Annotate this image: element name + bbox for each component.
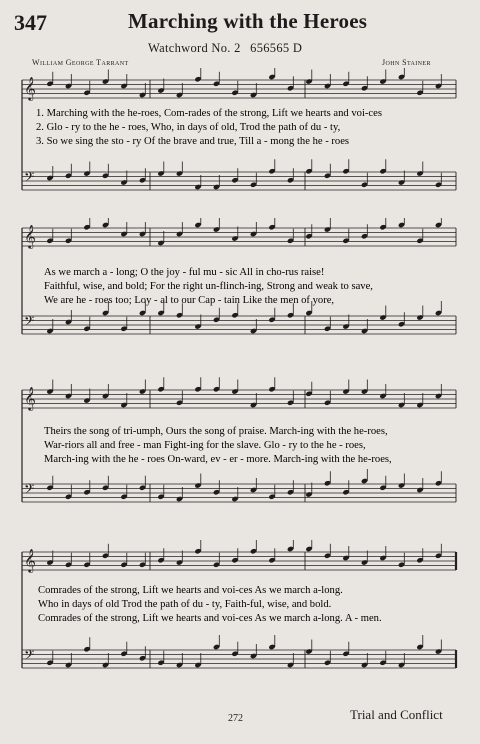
lyric-line: Comrades of the strong, Lift we hearts and voi-ces As we march a-long. A - men. — [38, 613, 382, 624]
bass-clef-icon: 𝄢 — [24, 313, 35, 332]
page-number: 272 — [228, 713, 243, 724]
lyrics-block — [44, 267, 373, 306]
tune-name: Watchword No. 2 — [148, 41, 241, 55]
lyric-line: Comrades of the strong, Lift we hearts and voi-ces As we march a-long. — [38, 585, 343, 596]
lyric-line: As we march a - long; O the joy - ful mu - sic All in cho-rus raise! — [44, 267, 325, 278]
treble-clef-icon: 𝄞 — [24, 224, 36, 248]
lyrics-block — [38, 585, 382, 624]
bass-clef-icon: 𝄢 — [24, 481, 35, 500]
music-system-1 — [0, 68, 480, 208]
lyric-line: We are he - roes too; Loy - al to our Cap - tain Like the men of yore, — [44, 295, 335, 306]
lyric-line: Theirs the song of tri-umph, Ours the song of praise. March-ing with the he-roes, — [44, 426, 388, 437]
music-system-2 — [0, 218, 480, 348]
bass-clef-icon: 𝄢 — [24, 169, 35, 188]
music-system-4 — [0, 540, 480, 690]
author-credit: William George Tarrant — [32, 58, 129, 67]
lyric-line: Faithful, wise, and bold; For the right un-flinch-ing, Strong and weak to save, — [44, 281, 373, 292]
treble-clef-icon: 𝄞 — [24, 548, 36, 572]
treble-clef-icon: 𝄞 — [24, 386, 36, 410]
tune-info — [148, 41, 302, 56]
hymn-title: Marching with the Heroes — [128, 9, 368, 33]
lyric-line: War-riors all and free - man Fight-ing for the slave. Glo - ry to the he - roes, — [44, 440, 366, 451]
lyrics-block — [36, 108, 382, 147]
category-label: Trial and Conflict — [350, 707, 443, 722]
lyric-line: March-ing with the he - roes On-ward, ev - er - more. March-ing with the he-roes, — [44, 454, 392, 465]
composer-credit: John Stainer — [382, 58, 431, 67]
treble-clef-icon: 𝄞 — [24, 76, 36, 100]
lyric-line: 3. So we sing the sto - ry Of the brave and true, Till a - mong the he - roes — [36, 136, 350, 147]
music-system-3 — [0, 376, 480, 516]
bass-clef-icon: 𝄢 — [24, 647, 35, 666]
lyric-line: Who in days of old Trod the path of du - ty, Faith-ful, wise, and bold. — [38, 599, 332, 610]
lyrics-block — [44, 426, 392, 465]
lyric-line: 2. Glo - ry to the he - roes, Who, in days of old, Trod the path of du - ty, — [36, 122, 341, 133]
meter: 656565 D — [250, 41, 303, 55]
lyric-line: 1. Marching with the he-roes, Com-rades of the strong, Lift we hearts and voi-ces — [36, 108, 382, 119]
hymn-number: 347 — [14, 10, 47, 35]
